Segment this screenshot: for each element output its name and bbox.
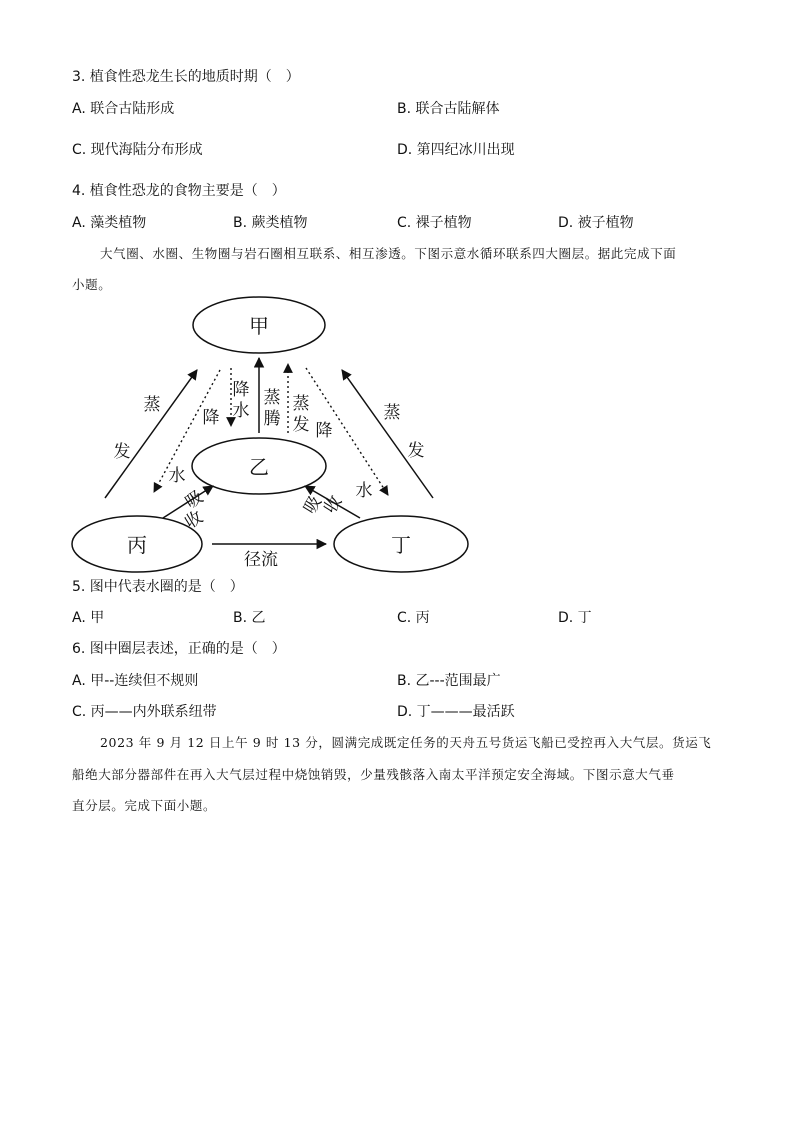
label-mid-zheng: 蒸 xyxy=(263,388,281,408)
q3-option-c: C. 现代海陆分布形成 xyxy=(72,142,203,158)
label-mid2-zheng: 蒸 xyxy=(292,394,310,414)
label-left-xi: 吸 xyxy=(181,487,207,514)
label-right-shui: 水 xyxy=(355,481,373,501)
label-right-xi: 吸 xyxy=(299,492,326,518)
label-left-shui: 水 xyxy=(168,466,186,486)
q4-stem: 4. 植食性恐龙的食物主要是（ ） xyxy=(72,183,286,199)
intro2-line1: 2023 年 9 月 12 日上午 9 时 13 分，圆满完成既定任务的天舟五号货运飞船已受控再入大气层。货运飞 xyxy=(100,735,712,750)
label-right-jiang: 降 xyxy=(315,421,333,441)
intro2-line3: 直分层。完成下面小题。 xyxy=(72,798,217,813)
intro1-line1: 大气圈、水圈、生物圈与岩石圈相互联系、相互渗透。下图示意水循环联系四大圈层。据此完成下面 xyxy=(100,246,677,261)
q4-option-d: D. 被子植物 xyxy=(558,215,634,231)
q4-option-b: B. 蕨类植物 xyxy=(233,215,308,231)
node-ding-label: 丁 xyxy=(391,533,411,557)
q6-option-b: B. 乙---范围最广 xyxy=(397,673,501,689)
arrow-precipitation-jia-to-bing xyxy=(154,370,220,492)
label-left-jiang: 降 xyxy=(202,408,220,428)
label-right-shou: 收 xyxy=(320,492,347,518)
q4-option-a: A. 藻类植物 xyxy=(72,215,147,231)
q3-stem: 3. 植食性恐龙生长的地质时期（ ） xyxy=(72,69,300,85)
intro1-line2: 小题。 xyxy=(72,277,112,292)
q6-stem: 6. 图中圈层表述，正确的是（ ） xyxy=(72,641,286,657)
q6-option-a: A. 甲--连续但不规则 xyxy=(72,673,199,689)
q3-option-d: D. 第四纪冰川出现 xyxy=(397,142,515,158)
label-left-zheng: 蒸 xyxy=(143,395,161,415)
node-yi-label: 乙 xyxy=(249,455,269,479)
node-bing-label: 丙 xyxy=(127,533,147,557)
label-right-fa: 发 xyxy=(407,441,425,461)
q5-option-d: D. 丁 xyxy=(558,610,592,626)
q3-option-b: B. 联合古陆解体 xyxy=(397,101,500,117)
label-runoff: 径流 xyxy=(244,550,278,570)
q6-option-d: D. 丁———最活跃 xyxy=(397,704,515,720)
q5-option-c: C. 丙 xyxy=(397,610,430,626)
label-mid-shui: 水 xyxy=(232,401,250,421)
q5-stem: 5. 图中代表水圈的是（ ） xyxy=(72,579,244,595)
label-mid-teng: 腾 xyxy=(263,409,281,429)
label-mid2-fa: 发 xyxy=(292,415,310,435)
q6-option-c: C. 丙——内外联系纽带 xyxy=(72,704,217,720)
q5-option-a: A. 甲 xyxy=(72,610,105,626)
node-jia-label: 甲 xyxy=(249,314,269,338)
label-right-zheng: 蒸 xyxy=(383,403,401,423)
intro2-line2: 船绝大部分器部件在再入大气层过程中烧蚀销毁，少量残骸落入南太平洋预定安全海域。下图示意大气垂 xyxy=(72,767,675,782)
q3-option-a: A. 联合古陆形成 xyxy=(72,101,175,117)
q5-option-b: B. 乙 xyxy=(233,610,266,626)
q4-option-c: C. 裸子植物 xyxy=(397,215,472,231)
label-left-fa: 发 xyxy=(113,442,131,462)
label-mid-jiang: 降 xyxy=(232,380,250,400)
arrow-evaporation-ding-to-jia xyxy=(342,370,433,498)
label-left-shou: 收 xyxy=(181,507,207,534)
